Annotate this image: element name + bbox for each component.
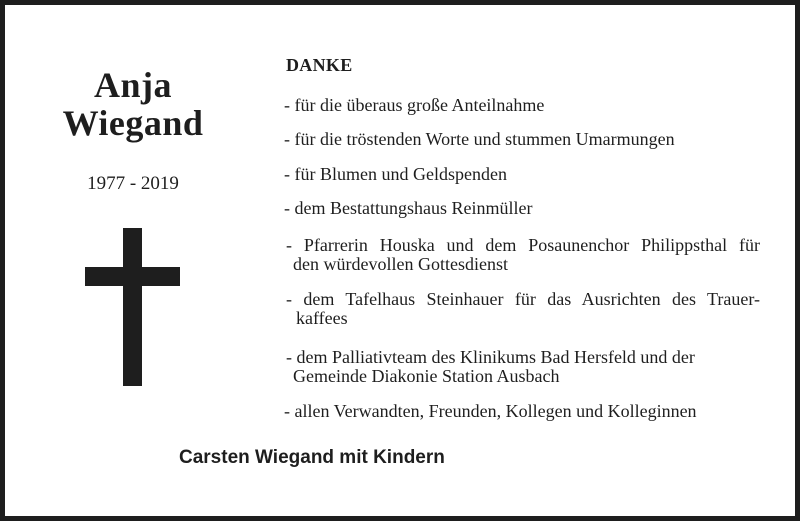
thanks-item: - für Blumen und Geldspenden bbox=[284, 164, 507, 184]
thanks-item: - dem Tafelhaus Steinhauer für das Ausrichten des Trauer- bbox=[286, 289, 760, 309]
life-years: 1977 - 2019 bbox=[87, 173, 179, 194]
thanks-item: - dem Bestattungshaus Reinmüller bbox=[284, 198, 533, 218]
thanks-item: - Pfarrerin Houska und dem Posaunenchor Philippsthal für bbox=[286, 235, 760, 255]
cross-horizontal-beam bbox=[85, 267, 180, 286]
thanks-item-continued: Gemeinde Diakonie Station Ausbach bbox=[293, 366, 560, 386]
thanks-item: - allen Verwandten, Freunden, Kollegen und Kolleginnen bbox=[284, 401, 697, 421]
thanks-heading: DANKE bbox=[286, 55, 353, 75]
signature: Carsten Wiegand mit Kindern bbox=[179, 447, 445, 468]
deceased-first-name: Anja bbox=[93, 65, 172, 105]
thanks-item: - dem Palliativteam des Klinikums Bad Hersfeld und der bbox=[286, 347, 695, 367]
deceased-last-name: Wiegand bbox=[62, 103, 204, 143]
thanks-item-continued: kaffees bbox=[296, 308, 348, 328]
cross-vertical-beam bbox=[123, 228, 142, 386]
thanks-item: - für die tröstenden Worte und stummen Umarmungen bbox=[284, 129, 675, 149]
thanks-item-continued: den würdevollen Gottesdienst bbox=[293, 254, 508, 274]
cross-icon bbox=[85, 228, 180, 386]
thanks-item: - für die überaus große Anteilnahme bbox=[284, 95, 545, 115]
